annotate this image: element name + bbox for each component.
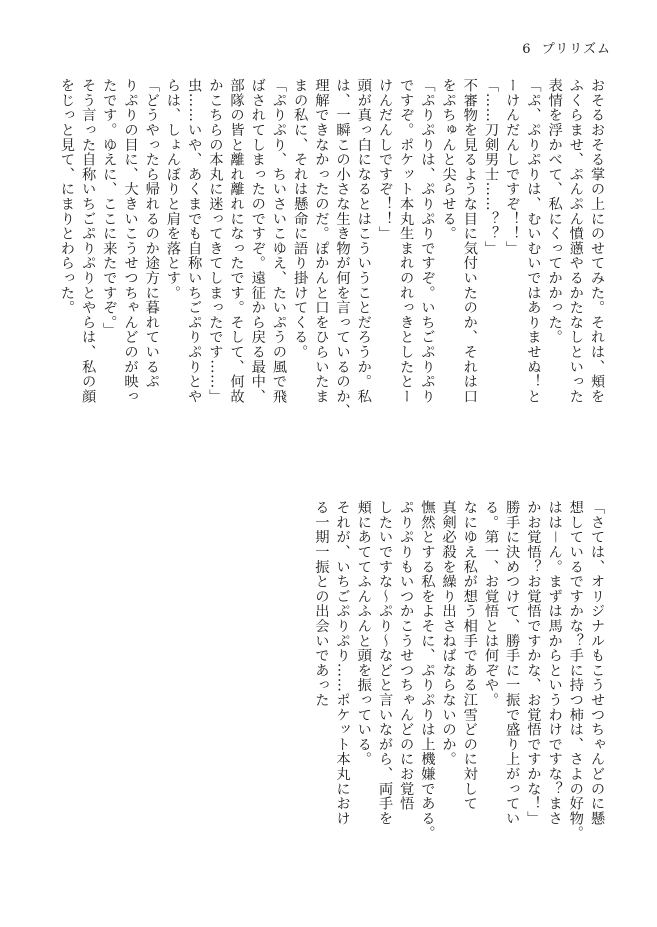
- text-line: ですぞ。ポケット本丸生まれのれっきとしたとー: [398, 78, 415, 404]
- running-header: [522, 38, 611, 57]
- text-line: をじっと見て、にまりとわらった。: [58, 78, 75, 315]
- text-line: りぷりの目に、大きいこうせつちゃんどのが映っ: [122, 78, 139, 404]
- text-line: る。第一、お覚悟とは何ぞや。: [482, 500, 499, 708]
- text-line: 「どうやったら帰れるのか途方に暮れているぷ: [143, 78, 160, 389]
- text-line: それが、いちごぷりぷり……ポケット本丸におけ: [334, 500, 351, 826]
- text-line: なにゆえ私が想う相手である江雪どのに対して: [461, 500, 478, 811]
- text-line: 不審物を見るような目に気付いたのか、それは口: [461, 78, 478, 404]
- text-line: は、一瞬この小さな生き物が何を言っているのか、: [334, 78, 351, 419]
- text-line: 部隊の皆と離れ離れになったです。そして、何故: [228, 78, 245, 404]
- text-line: 「ぷ、ぷりぷりは、むいむいではありませぬ！と: [525, 78, 542, 404]
- text-line: 「ぷりぷりは、ぷりぷりですぞ。いちごぷりぷり: [419, 78, 436, 404]
- text-line: ぷりぷりもいつかこうせつちゃんどのにお覚悟: [398, 500, 415, 811]
- text-line: 憮然とする私をよそに、ぷりぷりは上機嫌である。: [419, 500, 436, 841]
- page-number: 6: [522, 42, 532, 57]
- text-line: ーけんだんしですぞ！！」: [504, 78, 521, 256]
- text-line: らは、しょんぼりと肩を落とす。: [164, 78, 181, 300]
- text-line: 勝手に決めつけて、勝手に一振で盛り上がってい: [504, 500, 521, 826]
- text-line: 想しているですかな？手に持つ柿は、さよの好物。: [567, 500, 584, 841]
- upper-text-block: [56, 78, 607, 458]
- text-line: 理解できなかったのだ。ぽかんと口をひらいたま: [313, 78, 330, 404]
- text-line: おそるおそる掌の上にのせてみた。それは、頬を: [589, 78, 605, 404]
- text-line: 「さては、オリジナルもこうせつちゃんどのに懸: [589, 500, 605, 826]
- text-line: たです。ゆえに、ここに来たですぞ。」: [101, 78, 118, 338]
- text-line: かこちらの本丸に迷ってきてしまったです……」: [207, 78, 224, 404]
- text-line: はは－ん。まずは馬からというわけですな？まさ: [546, 500, 563, 826]
- lower-text-block: [310, 500, 607, 880]
- text-line: まの私に、それは懸命に語り掛けてくる。: [292, 78, 309, 360]
- text-line: をぷちゅんと尖らせる。: [440, 78, 457, 241]
- header-title: プリリズム: [541, 42, 611, 57]
- text-line: 頬にあててふんふんと頭を振っている。: [355, 500, 372, 767]
- text-line: けんだんしですぞ！！」: [376, 78, 393, 241]
- text-line: 「ぷりぷり、ちいさいこゆえ、たいぷうの風で飛: [270, 78, 287, 404]
- text-line: そう言った自称いちごぷりぷりとやらは、私の顔: [80, 78, 97, 404]
- text-line: 真剣必殺を繰り出さねばならないのか。: [440, 500, 457, 767]
- text-line: る一期一振との出会いであった: [313, 500, 330, 708]
- text-line: 「……刀剣男士……？？」: [482, 78, 499, 256]
- text-line: ふくらませ、ぷんぷん憤懣やるかたなしといった: [567, 78, 584, 404]
- text-line: 虫……いや、あくまでも自称いちごぷりぷりとや: [186, 78, 203, 404]
- text-line: 表情を浮かべて、私にくってかかった。: [546, 78, 563, 345]
- text-line: ばされてしまったのですぞ。遠征から戻る最中、: [249, 78, 266, 404]
- text-line: 頭が真っ白になるとはこういうことだろうか。私: [355, 78, 372, 404]
- text-line: したいですな～ぷり～などと言いながら、両手を: [376, 500, 393, 826]
- text-line: かお覚悟？お覚悟ですかな、お覚悟ですかな！」: [525, 500, 542, 826]
